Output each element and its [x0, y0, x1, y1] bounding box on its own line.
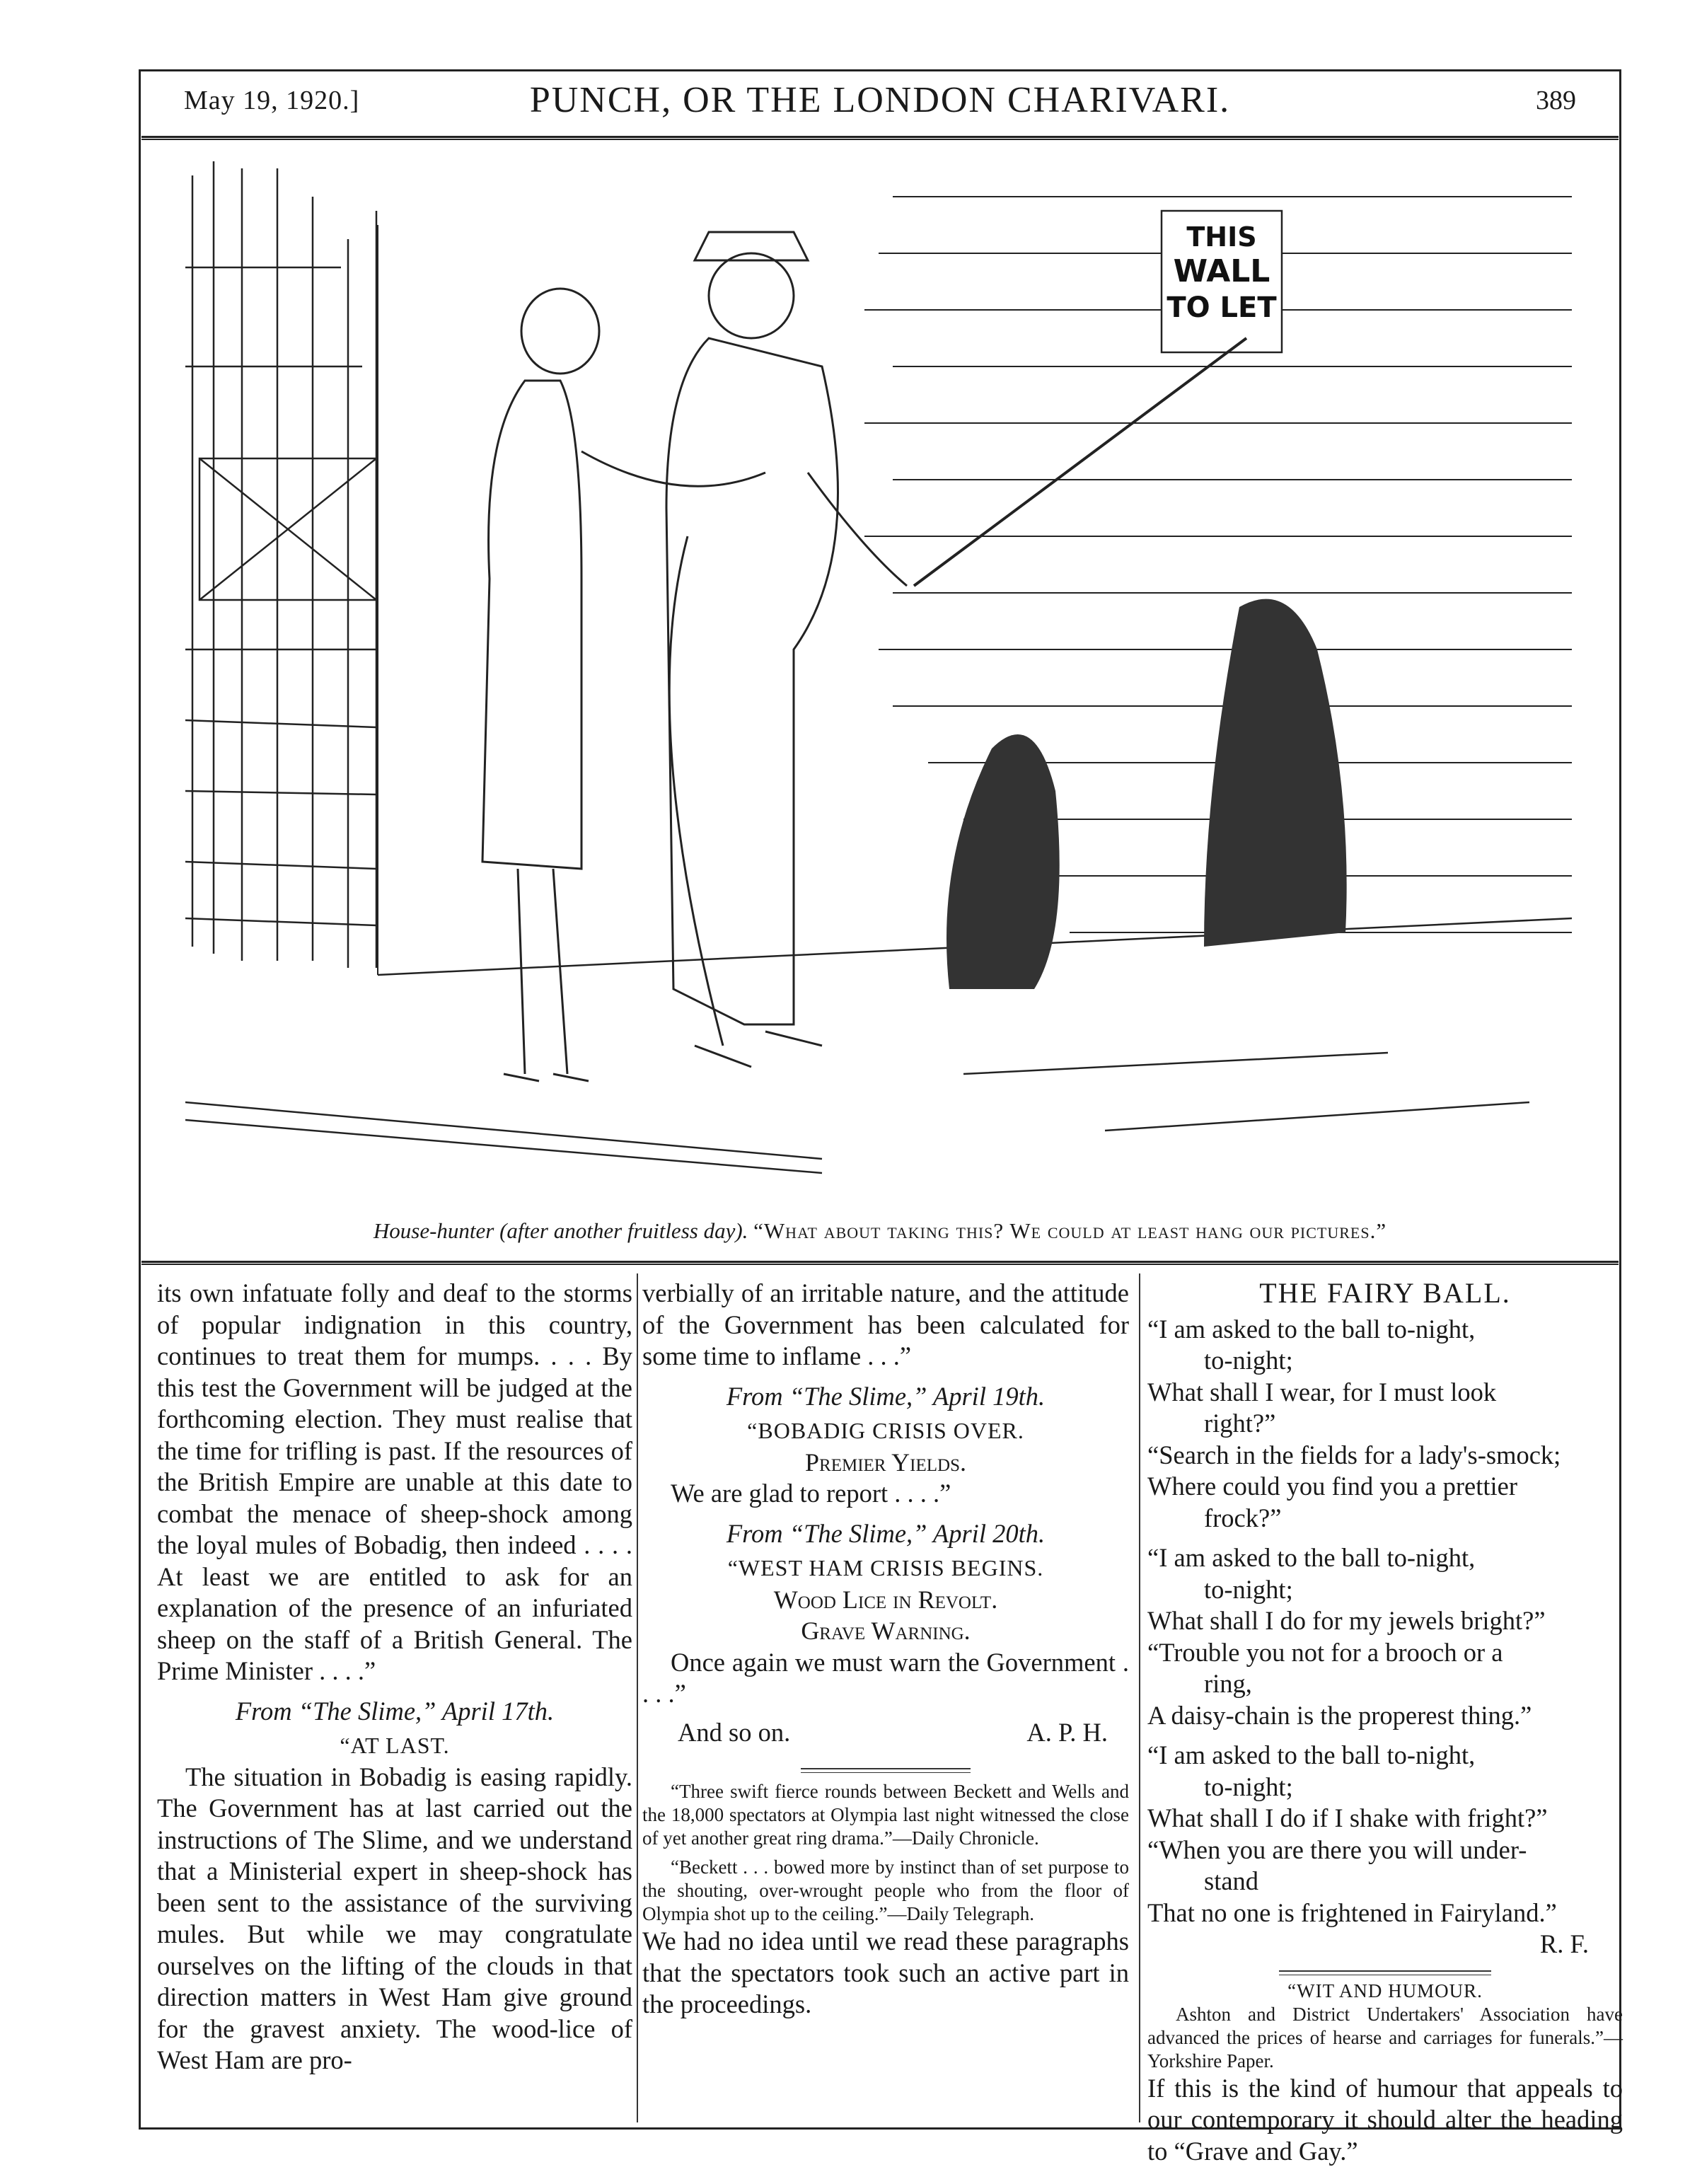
poem-verse-1 [1147, 1314, 1623, 1543]
pavement-drawing [185, 918, 1572, 1173]
woman-figure [482, 289, 765, 1081]
masthead [139, 75, 1621, 136]
column3-paragraph: If this is the kind of humour that appeals to our contemporary it should alter the heading to “Grave and Gay.” [1147, 2073, 1623, 2166]
section-rule [1279, 1970, 1491, 1975]
column-separator-1 [637, 1273, 638, 2122]
verse-line: That no one is frightened in Fairyland.” [1147, 1897, 1557, 1927]
verse-line: to-night; [1204, 1574, 1293, 1604]
column-separator-2 [1139, 1273, 1140, 2122]
verse-line: stand [1204, 1866, 1259, 1895]
column2-paragraph-3: Once again we must warn the Government . . . .” [642, 1647, 1129, 1708]
verse-line: “When you are there you will under- [1147, 1835, 1527, 1864]
caption-speaker: House-hunter (after another fruitless day). [373, 1218, 748, 1243]
column2-subheading-3: Grave Warning. [801, 1617, 971, 1645]
poem-signature: R. F. [1539, 1929, 1589, 1958]
column2-signoff [642, 1717, 1129, 1749]
cartoon-caption [163, 1218, 1597, 1244]
column2-caps-heading-1: “BOBADIG CRISIS OVER. [747, 1418, 1024, 1443]
verse-line: right?” [1204, 1409, 1276, 1438]
issue-date: May 19, 1920.] [184, 86, 360, 115]
column2-paragraph-4: We had no idea until we read these paragraphs that the spectators took such an active part in the proceedings. [642, 1926, 1129, 2018]
shadow-figures [946, 599, 1347, 989]
column1-heading: From “The Slime,” April 17th. [235, 1696, 555, 1726]
verse-line: to-night; [1204, 1346, 1293, 1375]
wooden-gate-drawing [185, 161, 376, 968]
column1-paragraph-2: The situation in Bobadig is easing rapidly. The Government has at last carried out the instructions of The Slime, and we understand that a Ministerial expert in sheep-shock has been sent to the assistance of the surviving mules. But while we may congratulate ourselves on the lifting of the clouds in that direction matters in West Ham give ground for the gravest anxiety. The wood-lice of West Ham are pro- [157, 1762, 632, 2074]
article-column-1 [157, 1278, 632, 2120]
verse-line: “I am asked to the ball to-night, [1147, 1740, 1476, 1769]
sign-line-this: THIS [1186, 221, 1257, 253]
column1-caps-heading: “AT LAST. [340, 1733, 450, 1758]
verse-line: “I am asked to the ball to-night, [1147, 1314, 1476, 1344]
verse-line: “Trouble you not for a brooch or a [1147, 1637, 1503, 1667]
column2-caps-heading-2: “WEST HAM CRISIS BEGINS. [727, 1555, 1044, 1581]
and-so-on: And so on. [678, 1717, 791, 1747]
verse-line: What shall I wear, for I must look [1147, 1377, 1497, 1406]
article-column-3 [1147, 1277, 1623, 2166]
wit-heading: “WIT AND HUMOUR. [1287, 1980, 1483, 2001]
man-figure [666, 232, 907, 1067]
column2-heading-1: From “The Slime,” April 19th. [726, 1381, 1046, 1411]
poem-verse-3 [1147, 1740, 1623, 1929]
press-quote-1: “Three swift fierce rounds between Beckett and Wells and the 18,000 spectators at Olympia last night witnessed the close of yet another great ring drama.”—Daily Chronicle. [642, 1781, 1129, 1849]
sign-line-to-let: TO LET [1166, 291, 1277, 324]
column2-paragraph-2: We are glad to report . . . .” [671, 1479, 951, 1508]
magazine-title: PUNCH, OR THE LONDON CHARIVARI. [529, 80, 1231, 120]
verse-line: What shall I do if I shake with fright?” [1147, 1803, 1548, 1832]
verse-line: Where could you find you a prettier [1147, 1472, 1517, 1501]
column2-heading-2: From “The Slime,” April 20th. [726, 1518, 1046, 1548]
page-number: 389 [1536, 86, 1576, 115]
verse-line: “Search in the fields for a lady's-smock; [1147, 1440, 1561, 1469]
sign-line-wall: WALL [1173, 253, 1270, 289]
poem-title: THE FAIRY BALL. [1259, 1277, 1511, 1309]
poem-verse-2 [1147, 1542, 1623, 1740]
caption-rule [141, 1261, 1619, 1265]
verse-line: A daisy-chain is the properest thing.” [1147, 1700, 1532, 1730]
column2-subheading-1: Premier Yields. [805, 1448, 966, 1477]
column2-subheading-2: Wood Lice in Revolt. [773, 1585, 998, 1614]
section-rule [801, 1768, 971, 1773]
verse-line: “I am asked to the ball to-night, [1147, 1543, 1476, 1572]
wit-quote: Ashton and District Undertakers' Association have advanced the prices of hearse and carriages for funerals.”—Yorkshire Paper. [1147, 2003, 1623, 2072]
column1-paragraph: its own infatuate folly and deaf to the storms of popular indignation in this country, continues to treat them for mumps. . . . By this test the Government will be judged at the forthcoming election. They must realise that the time for trifling is past. If the resources of the British Empire are unable at this date to combat the menace of sheep-shock among the loyal mules of Bobadig, then indeed . . . . At least we are entitled to ask for an explanation of the presence of an infuriated sheep on the staff of a British General. The Prime Minister . . . .” [157, 1278, 632, 1685]
caption-quote: “What about taking this? We could at least hang our pictures.” [753, 1218, 1387, 1243]
column2-paragraph: verbially of an irritable nature, and the attitude of the Government has been calculated for some time to inflame . . .” [642, 1278, 1129, 1370]
cartoon-illustration [185, 154, 1572, 1215]
author-initials: A. P. H. [1026, 1717, 1108, 1747]
article-column-2 [642, 1278, 1129, 2120]
press-quote-2: “Beckett . . . bowed more by instinct than of set purpose to the shouting, over-wrought people who from the floor of Olympia shot up to the ceiling.”—Daily Telegraph. [642, 1856, 1129, 1924]
verse-line: frock?” [1204, 1503, 1282, 1532]
verse-line: to-night; [1204, 1772, 1293, 1801]
verse-line: What shall I do for my jewels bright?” [1147, 1606, 1546, 1635]
verse-line: ring, [1204, 1669, 1252, 1698]
header-rule [141, 136, 1619, 140]
